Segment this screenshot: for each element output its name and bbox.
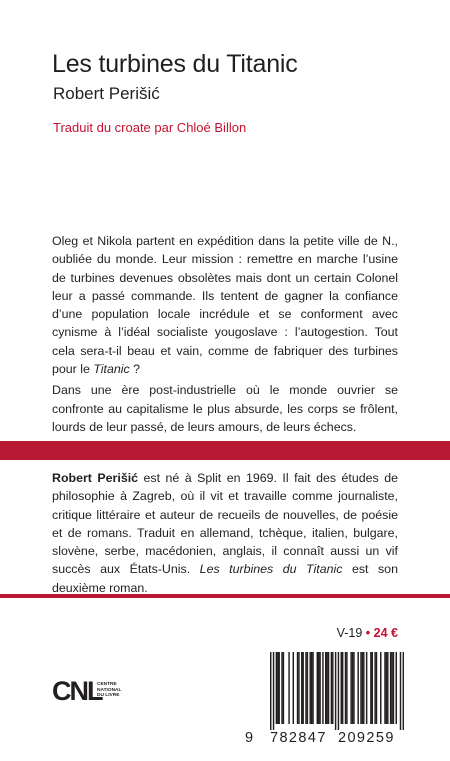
author-name: Robert Perišić xyxy=(53,84,160,103)
barcode-bar xyxy=(363,652,364,724)
barcode-bar xyxy=(350,652,351,724)
barcode-bar xyxy=(319,652,320,724)
barcode-bar xyxy=(376,652,377,724)
price-code: V-19 xyxy=(336,626,363,640)
barcode-bar xyxy=(312,652,313,724)
barcode-bar xyxy=(346,652,347,724)
barcode-right-group: 209259 xyxy=(338,730,395,746)
barcode-bar xyxy=(374,652,375,724)
barcode-bar xyxy=(297,652,298,724)
blurb xyxy=(52,232,398,458)
barcode-bar xyxy=(325,652,326,724)
blurb-paragraph-1 xyxy=(52,232,398,378)
blurb-text: Oleg et Nikola partent en expédition dans la petite ville de N., oubliée du monde. Leur mission : remettre en marche l’usine de turbines devenues obsolètes mais dont un certain Colonel leur a passé commande. Ils tentent de gagner la confiance d’une population locale incrédule et se conforment avec cynisme à l’idéal socialiste yougoslave : l’autogestion. Tout cela sera-t-il beau et vain, comme de fabriquer des turbines pour le xyxy=(52,234,398,377)
barcode-bar xyxy=(386,652,387,724)
bio-text-end: est son deuxième roman. xyxy=(52,562,398,595)
barcode-bar xyxy=(302,652,303,724)
barcode-bar xyxy=(352,652,353,724)
cnl-logo-letters: CNL xyxy=(52,676,102,706)
barcode-bar xyxy=(309,652,310,724)
price-line xyxy=(337,626,398,640)
barcode-bar xyxy=(393,652,394,724)
barcode-bar xyxy=(370,652,371,724)
barcode-bar xyxy=(277,652,278,724)
cnl-logo xyxy=(52,676,122,712)
price-separator: • xyxy=(365,626,371,640)
author-bio xyxy=(52,469,398,597)
barcode-bar xyxy=(293,652,294,724)
bio-author-name: Robert Perišić xyxy=(52,471,139,485)
cnl-caption-line-3: DU LIVRE xyxy=(97,693,120,699)
book-title: Les turbines du Titanic xyxy=(52,50,298,78)
barcode-bar xyxy=(283,652,284,724)
blurb-paragraph-2: Dans une ère post-industrielle où le monde ouvrier se confronte au capitalisme le plus absurde, les corps se frôlent, lourds de leur passé, de leurs amours, de leurs échecs. xyxy=(52,383,398,434)
bio-book-title: Les turbines du Titanic xyxy=(199,562,343,577)
barcode-bar xyxy=(372,652,373,724)
barcode-bar xyxy=(317,652,318,724)
barcode-bar xyxy=(270,652,271,730)
barcode-bar xyxy=(345,652,346,724)
barcode-bar xyxy=(341,652,342,724)
barcode-bar xyxy=(380,652,381,724)
barcode-bar xyxy=(322,652,323,724)
barcode-bar xyxy=(391,652,392,724)
price: 24 € xyxy=(373,626,398,640)
barcode-bar xyxy=(298,652,299,724)
barcode-bar xyxy=(331,652,332,724)
barcode-bar xyxy=(301,652,302,724)
cnl-logo-caption xyxy=(97,682,121,699)
barcode-bar xyxy=(305,652,306,724)
barcode-bar xyxy=(342,652,343,724)
barcode xyxy=(270,652,404,730)
barcode-bar xyxy=(273,652,274,730)
cnl-caption-line-1: CENTRE xyxy=(97,682,117,687)
barcode-bar xyxy=(353,652,354,724)
barcode-bar xyxy=(276,652,277,724)
barcode-bar xyxy=(335,652,336,730)
barcode-bar xyxy=(390,652,391,724)
barcode-bar xyxy=(400,652,401,730)
barcode-bar xyxy=(311,652,312,724)
barcode-bar xyxy=(357,652,358,724)
barcode-bar xyxy=(360,652,361,724)
barcode-bars xyxy=(270,652,404,730)
barcode-bar xyxy=(281,652,282,724)
barcode-bar xyxy=(288,652,289,724)
barcode-bar xyxy=(403,652,404,730)
barcode-bar xyxy=(366,652,367,724)
translator-credit: Traduit du croate par Chloé Billon xyxy=(53,120,247,135)
barcode-bar xyxy=(396,652,397,724)
blurb-text-end: ? xyxy=(129,362,141,377)
barcode-bar xyxy=(362,652,363,724)
barcode-bar xyxy=(318,652,319,724)
barcode-bar xyxy=(332,652,333,724)
barcode-bar xyxy=(338,652,339,730)
barcode-bar xyxy=(278,652,279,724)
barcode-left-group: 782847 xyxy=(270,730,327,746)
bio-text: est né à Split en 1969. Il fait des études de philosophie à Zagreb, où il vit et travaille comme journaliste, critique littéraire et auteur de recueils de nouvelles, de poésie et de romans. Traduit en allemand, tchèque, italien, bulgare, slovène, serbe, macédonien, anglais, il connaît aussi un vif succès aux États-Unis. xyxy=(52,471,398,577)
blurb-italic-title: Titanic xyxy=(93,362,130,377)
barcode-lead-digit: 9 xyxy=(245,730,255,746)
barcode-bar xyxy=(326,652,327,724)
barcode-bar xyxy=(384,652,385,724)
cnl-caption-line-2: NATIONAL xyxy=(97,687,122,693)
barcode-bar xyxy=(387,652,388,724)
barcode-bar xyxy=(328,652,329,724)
barcode-bar xyxy=(307,652,308,724)
